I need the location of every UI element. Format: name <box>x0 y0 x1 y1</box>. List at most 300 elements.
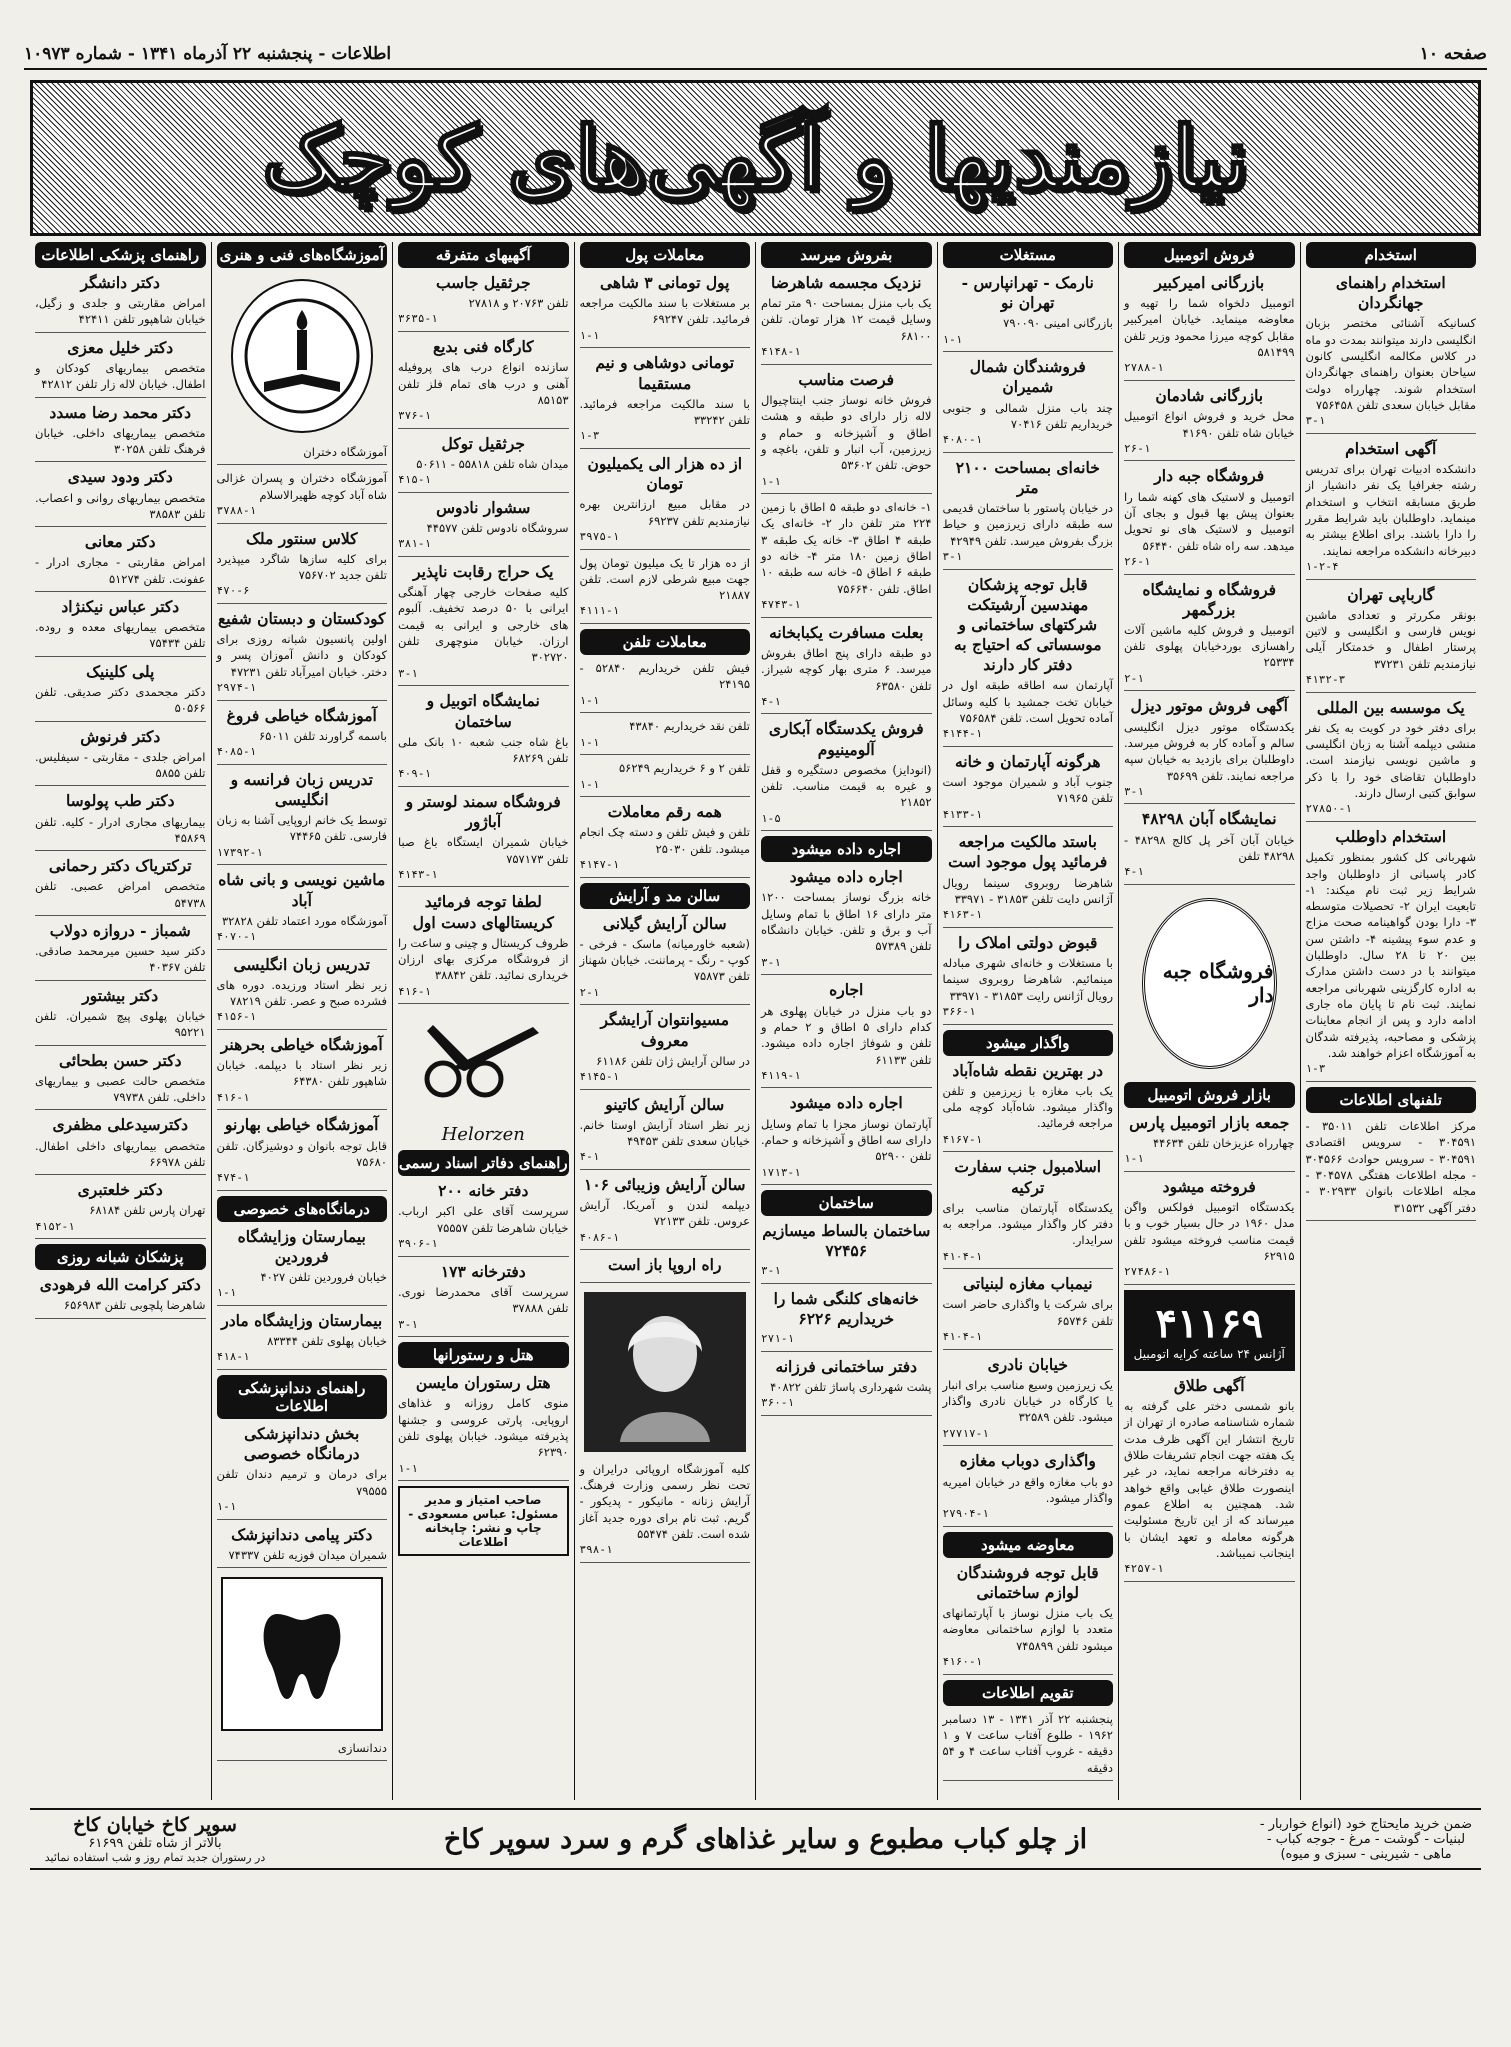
emblem-caption: آموزشگاه دختران <box>217 444 388 465</box>
ad-title: دفتر خانه ۲۰۰ <box>438 1181 529 1201</box>
ad-title: آگهی فروش موتور دیزل <box>1130 696 1288 716</box>
classified-ad <box>398 1262 569 1337</box>
ad-body: تلفن ۲۰۷۶۳ و ۲۷۸۱۸ <box>468 296 569 311</box>
classified-ad <box>943 1451 1114 1526</box>
ad-ref: ۲۷۱-۱ <box>761 1332 795 1346</box>
ad-body: (شعبه خاورمیانه) ماسک - فرخی - کوپ - رنگ - پرماننت. خیابان شهناز تلفن ۷۵۸۷۳ <box>579 936 750 984</box>
ad-title: فروشگاه جبه دار <box>1154 466 1265 486</box>
classified-ad <box>398 892 569 1004</box>
ad-column <box>937 242 1119 1800</box>
classified-ad <box>217 1525 388 1568</box>
classified-ad <box>580 660 751 713</box>
ad-title: نیمباب مغازه لبنیاتی <box>962 1274 1093 1294</box>
classified-ad <box>398 337 569 429</box>
ad-ref: ۲-۱ <box>1124 671 1144 685</box>
classified-ad <box>1124 809 1295 884</box>
section-header: تقویم اطلاعات <box>943 1680 1114 1706</box>
ad-ref: ۴۱۶۷-۱ <box>942 1132 983 1146</box>
ad-title: فروشندگان شمال شمیران <box>969 357 1086 397</box>
classified-ad <box>35 1051 206 1111</box>
ad-title: دکتر خلعتبری <box>77 1180 163 1200</box>
ad-title: آگهی استخدام <box>1345 438 1437 458</box>
classified-ad <box>761 273 932 365</box>
ad-ref: ۱-۱ <box>579 735 600 749</box>
ad-title: سالن آرایش گیلانی <box>602 913 727 933</box>
ad-ref: ۱-۱ <box>398 1461 418 1475</box>
ad-body: دکتر مجحمدی دکتر صدیقی. تلفن ۵۰۵۶۶ <box>35 684 206 716</box>
ad-ref: ۴۷۴-۱ <box>216 1171 250 1185</box>
ad-body: سرپرست آقای محمدرضا نوری. تلفن ۳۷۸۸۸ <box>398 1284 569 1316</box>
classified-ad <box>217 770 388 866</box>
ad-body: دو باب منزل در خیابان پهلوی هر کدام دارای ۵ اطاق و ۲ حمام و تلفن و شوفاژ اجاره داده میشود. تلفن ۶۱۱۳۳ <box>761 1003 932 1067</box>
footer-center: از چلو کباب مطبوع و سایر غذاهای گرم و سرد سوپر کاخ <box>443 1823 1088 1855</box>
issue-info: اطلاعات - پنجشنبه ۲۲ آذرماه ۱۳۴۱ - شماره ۱۰۹۷۳ <box>24 44 392 64</box>
classified-ad <box>761 719 932 831</box>
ad-title: کارگاه فنی بدیع <box>432 337 534 357</box>
ad-body: تهران پارس تلفن ۶۸۱۸۴ <box>89 1203 206 1218</box>
ad-title: کودکستان و دبستان شفیع <box>217 609 386 628</box>
classified-ad <box>217 955 388 1030</box>
ad-column <box>755 242 937 1800</box>
ad-body: (انودایز) مخصوص دستگیره و قفل و غیره به قیمت مناسب. تلفن ۲۱۸۵۲ <box>761 762 932 810</box>
ad-body: بانو شمسی دختر علی گرفته به شماره شناسنامه صادره از تهران از تاریخ انتشار این آگهی ظرف مدت یک هفته جهت انجام تشریفات طلاق به دفترخانه مراجعه نماید، در غیر اینصورت طلاق غیابی واقع خواهد شد. همچنین به اطلاع عموم میرساند که از این تاریخ مسئولیت هرگونه معامله و تعهد ایشان با اینجانب نمیباشد. <box>1124 1399 1295 1561</box>
ad-body: شاهرضا پلچوبی تلفن ۶۵۶۹۸۳ <box>63 1298 206 1313</box>
ad-ref: ۴۱۴۵-۱ <box>579 1069 620 1083</box>
ad-body: خیابان آبان آخر پل کالج ۴۸۲۹۸ - ۴۸۲۹۸ تلفن <box>1124 832 1295 863</box>
ad-ref: ۱-۲-۴ <box>1305 559 1339 573</box>
classified-ad <box>943 1061 1114 1153</box>
ad-ref: ۳۹۸-۱ <box>579 1543 613 1557</box>
classified-ad <box>580 1010 751 1089</box>
ad-body: متخصص بیماریهای معده و روده. تلفن ۷۵۴۳۴ <box>35 620 206 651</box>
ad-title: یک موسسه بین المللی <box>1316 697 1465 717</box>
ad-body: بازرگانی امینی ۷۹۰۰۹۰ <box>1003 316 1113 331</box>
ad-title: قابل توجه پزشکان مهندسین آرشیتکت شرکتهای ساختمانی و موسساتی که احتیاج به دفتر کار دارند <box>953 574 1102 675</box>
ad-ref: ۴۱۴۸-۱ <box>761 345 801 359</box>
ad-body: برای دفتر خود در کویت به یک نفر منشی دیپلمه آشنا به زبان انگلیسی و ماشین نویسی نیازمند است. داوطلبان تقاضای خود را با ذکر سوابق کتبی ارسال دارند. <box>1305 720 1476 801</box>
ad-ref: ۱۷۳۹۲-۱ <box>216 845 263 859</box>
ad-title: دکتر طب پولوسا <box>65 791 175 811</box>
ad-body: در سالن آرایش ژان تلفن ۶۱۱۸۶ <box>596 1053 750 1068</box>
section-header: مستغلات <box>943 242 1114 268</box>
classified-ad <box>35 532 206 592</box>
classified-ad <box>35 597 206 657</box>
ad-ref: ۱-۱ <box>1124 1152 1144 1166</box>
ad-body: آموزشگاه مورد اعتماد تلفن ۳۲۸۲۸ <box>221 913 387 928</box>
tooth-icon <box>257 1604 347 1704</box>
woman-portrait <box>584 1292 747 1452</box>
section-header: معاملات پول <box>580 242 751 268</box>
ad-ref: ۲۶-۱ <box>1124 554 1151 568</box>
ad-ref: ۱-۱ <box>216 1500 237 1514</box>
section-header: فروش اتومبیل <box>1124 242 1295 268</box>
ad-body: برای شرکت یا واگذاری حاضر است تلفن ۶۵۷۴۶ <box>942 1297 1113 1328</box>
info-text: مرکز اطلاعات تلفن ۳۵۰۱۱ - ۳۰۴۵۹۱ - سرویس اقتصادی ۳۰۴۵۹۱ - سرویس حوادث ۳۰۴۵۶۶ - مجله اطلاعات هفتگی ۳۰۴۵۷۸ - مجله اطلاعات بانوان ۳۰۲۹۳۳ - دفتر آگهی ۳۱۵۳۲ <box>1306 1118 1477 1221</box>
ad-body: بونقر مکررتر و تعدادی ماشین نویس فارسی و انگلیسی و لاتین پرستار اطفال و خدمتکار آیلی نیازمندیم تلفن ۳۷۲۳۱ <box>1305 607 1476 671</box>
classified-ad <box>943 933 1114 1025</box>
ad-ref: ۴۰۸۶-۱ <box>579 1230 620 1244</box>
ad-body: متخصص بیماریهای کودکان و اطفال. خیابان لاله زار تلفن ۴۲۸۱۲ <box>35 360 206 392</box>
classified-ad <box>761 1357 932 1416</box>
ad-body: آپارتمان نوساز مجزا با تمام وسایل دارای سه اطاق و آشپزخانه و حمام. تلفن ۵۲۹۰۰ <box>761 1116 932 1164</box>
classified-ad <box>580 1095 751 1170</box>
ad-title: دکتر فرنوش <box>80 726 161 746</box>
classified-ad <box>398 498 569 557</box>
ad-body: سرپرست آقای علی اکبر ارباب. خیابان شاهرضا تلفن ۷۵۵۵۷ <box>398 1204 569 1235</box>
ad-ref: ۴۰۸۰-۱ <box>942 433 983 447</box>
ad-title: جمعه بازار اتومبیل پارس <box>1129 1112 1290 1132</box>
footer-right-note: در رستوران جدید تمام روز و شب استفاده نمائید <box>44 1851 266 1864</box>
classified-ad <box>761 867 932 975</box>
classified-ad <box>35 986 206 1046</box>
classified-ad <box>217 1424 388 1520</box>
section-header: تلفنهای اطلاعات <box>1306 1087 1477 1113</box>
classified-ad <box>217 870 388 949</box>
ad-title: قابل توجه فروشندگان لوازم ساختمانی <box>956 1562 1099 1602</box>
footer-banner <box>30 1808 1481 1870</box>
candle-emblem <box>231 279 374 433</box>
ad-title: دکتر خلیل معزی <box>67 337 174 357</box>
ad-title: بیمارستان وزایشگاه فروردین <box>237 1226 366 1266</box>
ad-body: خانه بزرگ نوساز بمساحت ۱۲۰۰ متر دارای ۱۶ اطاق با تمام وسایل آب و برق و تلفن. خیابان دانشگاه تلفن ۵۷۳۸۹ <box>761 890 932 954</box>
ad-body: تلفن نقد خریداریم ۴۳۸۴۰ <box>629 719 750 734</box>
ad-title: ماشین نویسی و بانی شاه آباد <box>218 870 386 910</box>
footer-far-right: ضمن خرید مایحتاج خود (انواع خواربار - لبنیات - گوشت - مرغ - جوجه کباب - ماهی - شیرینی - سبزی و میوه) <box>1259 1816 1473 1862</box>
ad-body: زیر نظر استاد با دیپلمه. خیابان شاهپور تلفن ۶۴۳۸۰ <box>216 1058 387 1089</box>
ad-title: خانه‌ای بمساحت ۲۱۰۰ متر <box>955 457 1100 497</box>
ad-ref: ۴۱۶۳-۱ <box>942 908 983 922</box>
ad-title: اسلامبول جنب سفارت ترکیه <box>954 1157 1102 1197</box>
ad-body: خیابان شمیران ایستگاه باغ صبا تلفن ۷۵۷۱۷۳ <box>398 835 569 866</box>
classified-ad <box>1124 1113 1295 1172</box>
classified-ad <box>943 1563 1114 1675</box>
ad-ref: ۲۷۸۸-۱ <box>1124 361 1164 375</box>
ad-body: امراض مقاربتی و جلدی و زگیل، خیابان شاهپور تلفن ۴۲۴۱۱ <box>35 296 206 327</box>
ad-ref: ۴۱۰۴-۱ <box>942 1330 983 1344</box>
classified-ad <box>580 760 751 797</box>
classified-ad <box>398 273 569 332</box>
section-header: اجاره داده میشود <box>761 836 932 862</box>
ad-title: دکتر معانی <box>84 532 156 552</box>
publisher-notice: صاحب امتیاز و مدیر مسئول: عباس مسعودی - چاپ و نشر: چاپخانه اطلاعات <box>398 1486 569 1556</box>
ad-title: آموزشگاه خیاطی بحرهنر <box>220 1034 383 1054</box>
top-strip <box>24 40 1487 70</box>
ad-title: پلی کلینیک <box>86 661 155 681</box>
section-header: معاملات تلفن <box>580 629 751 655</box>
rental-promo <box>1124 1290 1295 1371</box>
ad-title: در بهترین نقطه شاه‌آباد <box>952 1060 1104 1080</box>
ad-title: ترکتریاک دکتر رحمانی <box>48 856 192 876</box>
ad-ref: ۴۷۴۳-۱ <box>761 598 801 612</box>
ad-body: متخصص بیماریهای روانی و اعصاب. تلفن ۳۸۵۸۳ <box>35 490 206 521</box>
classified-ad <box>580 1255 751 1282</box>
section-header: معاوضه میشود <box>943 1532 1114 1558</box>
ad-title: دکتر پیامی دندانپزشک <box>231 1524 373 1544</box>
tooth-logo <box>221 1577 384 1731</box>
ad-column <box>574 242 756 1800</box>
ad-body: دانشکده ادبیات تهران برای تدریس رشته جغرافیا یک نفر دانشیار از طریق مسابقه انتخاب و استخدام مینماید. داوطلبان باید شرایط مقرر را دارا باشند. برای اطلاع بیشتر به دبیرخانه دانشکده مراجعه نمایند. <box>1305 462 1476 558</box>
scissors-logo <box>398 1009 569 1119</box>
calendar-text: پنجشنبه ۲۲ آذر ۱۳۴۱ - ۱۳ دسامبر ۱۹۶۲ - طلوع آفتاب ساعت ۷ و ۱ دقیقه - غروب آفتاب ساعت ۴ و ۵۴ دقیقه <box>943 1711 1114 1781</box>
ad-body: متخصص بیماریهای داخلی اطفال. تلفن ۶۶۹۷۸ <box>35 1138 206 1169</box>
classified-ad <box>217 609 388 701</box>
section-header: ساختمان <box>761 1190 932 1216</box>
ad-title: گارباپی تهران <box>1347 584 1435 604</box>
ad-body: یک باب مغازه با زیرزمین و تلفن واگذار میشود. شاه‌آباد کوچه ملی مراجعه فرمائید. <box>942 1083 1113 1131</box>
ad-title: راه اروپا باز است <box>608 1255 722 1275</box>
ad-title: دکتر دانشگر <box>80 273 160 292</box>
classified-ad <box>580 273 751 348</box>
classified-ad <box>943 1157 1114 1269</box>
ad-ref: ۴۱۰۴-۱ <box>942 1249 983 1263</box>
classified-ad <box>35 1275 206 1318</box>
ad-body: شهربانی کل کشور بمنظور تکمیل کادر پاسبانی از داوطلبان واجد شرایط زیر ثبت نام میکند: ۱- تابعیت ایران ۲- تحصیلات متوسطه ۳- دارا بودن گواهینامه صحت مزاج و عدم سوء پیشینه ۴- داشتن سن بین ۲۰ تا ۲۸ سال. داوطلبان میتوانند با در دست داشتن مدارک به اداره کارگزینی شهربانی مراجعه نمایند. ثبت نام تا پایان ماه جاری ادامه دارد و پس از انجام معاینات پزشکی و مصاحبه، پذیرفته شدگان به آموزشگاه اعزام خواهند شد. <box>1305 850 1477 1061</box>
classified-ad <box>35 727 206 787</box>
ad-body: دو طبقه دارای پنج اطاق بفروش میرسد. ۶ متری بهار کوچه شیراز. تلفن ۶۳۵۸۰ <box>761 645 932 693</box>
ad-column <box>1300 242 1482 1800</box>
classified-ad <box>580 555 751 625</box>
ad-body: پشت شهرداری پاساژ تلفن ۴۰۸۲۲ <box>770 1380 932 1395</box>
ad-body: در مقابل مبیع ارزانترین بهره نیازمندیم تلفن ۶۹۲۳۷ <box>579 497 750 528</box>
ad-title: تومانی دوشاهی و نیم مستقیما <box>595 353 735 393</box>
ad-ref: ۳-۱ <box>761 955 781 969</box>
ad-body: متخصص حالت عصبی و بیماریهای داخلی. تلفن ۷۹۷۳۸ <box>35 1073 206 1105</box>
classified-ad <box>943 458 1114 570</box>
ad-ref: ۳۷۶-۱ <box>398 409 432 423</box>
classified-ad <box>1124 580 1295 692</box>
ad-body: زیر نظر استاد ورزیده. دوره های فشرده صبح و عصر. تلفن ۷۸۲۱۹ <box>216 977 387 1009</box>
ad-title: اجاره داده میشود <box>789 867 903 887</box>
ad-ref: ۴۲۵۷-۱ <box>1124 1562 1164 1576</box>
classified-ad <box>35 856 206 916</box>
section-header: استخدام <box>1306 242 1477 268</box>
scissors-icon <box>413 1019 553 1109</box>
ad-ref: ۴۱۴۷-۱ <box>579 858 620 872</box>
classified-ad <box>761 499 932 618</box>
classified-ad <box>398 1181 569 1256</box>
classified-ad <box>580 1461 751 1563</box>
ad-body: زیر نظر استاد آرایش اوستا خانم. خیابان سعدی تلفن ۴۹۴۵۳ <box>579 1117 750 1149</box>
ad-body: آپارتمان سه اطاقه طبقه اول در خیابان تخت جمشید با کلیه وسائل آماده تحویل است. تلفن ۷۵۶۵۸۴ <box>942 678 1113 725</box>
footer-right <box>1251 1817 1481 1862</box>
classified-ad <box>1124 1177 1295 1285</box>
ad-title: دکتر عباس نیکنژاد <box>61 596 180 616</box>
classified-ad <box>580 1175 751 1250</box>
classified-ad <box>943 1355 1114 1447</box>
ad-body: دکتر سید حسین میرمحمد صادقی. تلفن ۴۰۳۶۷ <box>35 944 206 975</box>
ad-title: واگذاری دوباب مغازه <box>959 1451 1096 1471</box>
ad-title: دکترسیدعلی مظفری <box>52 1115 189 1135</box>
ad-body: توسط یک خانم اروپایی آشنا به زبان فارسی. تلفن ۷۴۴۶۵ <box>216 813 387 844</box>
ad-ref: ۳۹۷۵-۱ <box>579 529 620 543</box>
ad-ref: ۱-۱ <box>216 1286 237 1300</box>
ad-ref: ۱-۵ <box>761 811 781 825</box>
ad-title: قبوض دولتی املاک را <box>958 932 1098 952</box>
ad-title: آموزشگاه خیاطی فروغ <box>226 705 377 725</box>
classified-ad <box>580 454 751 550</box>
ad-ref: ۱-۳ <box>1305 1062 1326 1076</box>
ad-ref: ۲-۱ <box>579 985 600 999</box>
masthead-title: نیازمندیها و آگهی‌های کوچک <box>262 107 1249 209</box>
ad-body: یک باب منزل بمساحت ۹۰ متر تمام وسایل قیمت ۱۲ هزار تومان. تلفن ۶۸۱۰۰ <box>761 296 932 343</box>
section-header: بفروش میرسد <box>761 242 932 268</box>
ad-body: محل خرید و فروش انواع اتومبیل خیابان شاه تلفن ۴۱۶۹۰ <box>1124 409 1295 440</box>
ad-body: برای کلیه سازها شاگرد میپذیرد تلفن جدید ۷۵۶۷۰۲ <box>216 551 387 583</box>
classified-ad <box>943 832 1114 928</box>
classified-ad <box>1306 698 1477 822</box>
ad-ref: ۴۱۳۳-۱ <box>942 807 983 821</box>
ad-title: دکتر حسن بطحائی <box>58 1050 182 1070</box>
footer-left-line1: سوپر کاخ خیابان کاخ <box>73 1814 237 1836</box>
ad-title: فروش یکدستگاه آبکاری آلومینیوم <box>768 719 924 759</box>
ad-body: با مستغلات و خانه‌ای شهری مبادله مینمائیم. شاهرضا روبروی سینما رویال آژانس رایت ۳۱۸۵۳ - ۳۳۹۷۱ <box>942 956 1113 1003</box>
ad-ref: ۴-۱ <box>761 694 781 708</box>
ad-ref: ۴۱۱۹-۱ <box>761 1068 801 1082</box>
classified-ad <box>35 1180 206 1239</box>
classified-ad <box>580 914 751 1006</box>
ad-body: با سند مالکیت مراجعه فرمائید. تلفن ۳۳۲۴۲ <box>579 396 750 428</box>
ad-title: آموزشگاه خیاطی بهارنو <box>224 1115 379 1135</box>
page-number: صفحه ۱۰ <box>1419 44 1487 64</box>
classified-ad <box>35 403 206 463</box>
classified-ad <box>761 980 932 1088</box>
ad-title: جرثقیل توکل <box>441 433 526 453</box>
ad-ref: ۴۱۴۳-۱ <box>398 867 438 881</box>
ad-body: بیماریهای مجاری ادرار - کلیه. تلفن ۴۵۸۶۹ <box>35 814 206 845</box>
classified-ad <box>398 792 569 888</box>
classified-ad <box>943 575 1114 747</box>
classified-ad <box>217 529 388 604</box>
ad-ref: ۴۰۹-۱ <box>398 767 432 781</box>
ad-title: باستد مالکیت مراجعه فرمائید پول موجود است <box>948 832 1108 872</box>
ad-body: دیپلمه لندن و آمریکا. آرایش عروس. تلفن ۷۲۱۳۳ <box>579 1198 750 1229</box>
ad-title: جرثقیل جاسب <box>435 273 531 292</box>
ad-body: اتومبیل و فروش کلیه ماشین آلات راهسازی بوردخیابان پهلوی تلفن ۲۵۳۳۴ <box>1124 622 1295 670</box>
ad-body: فروش خانه نوساز جنب اینتاچیوال لاله زار دارای دو طبقه و هشت اطاق و آشپزخانه و حمام و زیرزمین، آب انبار و تلفن، باغچه و حوض. تلفن ۵۳۶۰۲ <box>761 392 932 473</box>
ad-title: دکتر ودود سیدی <box>67 467 173 487</box>
ad-body: متخصص بیماریهای داخلی. خیابان فرهنگ تلفن ۳۰۲۵۸ <box>35 425 206 457</box>
ad-body: یکدستگاه آپارتمان مناسب برای دفتر کار واگذار میشود. مراجعه به سرایدار. <box>942 1200 1113 1248</box>
classified-ad <box>217 1035 388 1110</box>
ad-column <box>1118 242 1300 1800</box>
store-badge <box>1142 898 1277 1069</box>
classified-ad <box>1124 386 1295 461</box>
ad-ref: ۱-۳ <box>579 429 600 443</box>
classified-ad <box>35 662 206 722</box>
ad-ref: ۱-۱ <box>579 328 600 342</box>
ad-ref: ۳-۱ <box>1305 414 1326 428</box>
classified-ad <box>1306 439 1477 580</box>
ad-title: فروشگاه و نمایشگاه بزرگمهر <box>1142 579 1277 619</box>
ad-ref: ۲۶-۱ <box>1124 441 1151 455</box>
ad-title: از ده هزار الی یکمیلیون تومان <box>587 453 743 494</box>
ad-title: اجاره داده میشود <box>789 1093 903 1113</box>
ad-body: شاهرضا روبروی سینما رویال آژانس دایت تلفن ۳۱۸۵۳ - ۳۳۹۷۱ <box>942 875 1113 906</box>
ad-body: یکدستگاه اتومبیل فولکس واگن مدل ۱۹۶۰ در حال بسیار خوب و با قیمت مناسب فروخته میشود تلفن ۶۲۹۱۵ <box>1124 1200 1295 1264</box>
classified-ad <box>1306 827 1477 1082</box>
classified-ad <box>398 562 569 686</box>
ad-ref: ۴-۱ <box>579 1150 600 1164</box>
classified-ad <box>217 470 388 523</box>
ad-title: استخدام راهنمای جهانگردان <box>1335 273 1446 313</box>
ad-title: تدریس زبان فرانسه و انگلیسی <box>230 769 373 809</box>
classified-ad <box>217 1115 388 1190</box>
classified-ad <box>580 353 751 449</box>
ad-title: لطفا توجه فرمائید کریستالهای دست اول <box>412 892 554 932</box>
footer-left <box>30 1814 280 1864</box>
badge-label: فروشگاه جبه دار <box>1162 959 1274 1008</box>
section-header: واگذار میشود <box>943 1030 1114 1056</box>
ad-title: نارمک - تهرانپارس - تهران نو <box>961 273 1094 313</box>
ad-title: کلاس سنتور ملک <box>246 528 358 548</box>
ad-ref: ۲۷۷۱۷-۱ <box>942 1426 989 1440</box>
ad-body: در خیابان پاستور با ساختمان قدیمی سه طبقه دارای زیرزمین و حیاط بزرگ بفروش میرسد. تلفن ۴۲۹۴۹ <box>942 501 1113 548</box>
ad-title: فروشگاه سمند لوستر و آباژور <box>405 791 561 832</box>
ad-ref: ۱-۱ <box>942 332 963 346</box>
ad-body: بر مستغلات با سند مالکیت مراجعه فرمائید. تلفن ۶۹۲۴۷ <box>579 296 750 327</box>
ad-body: تلفن و فیش تلفن و دسته چک انجام میشود. تلفن ۲۵۰۳۰ <box>579 825 750 856</box>
ad-body: یک باب منزل نوساز با آپارتمانهای متعدد با لوازم ساختمانی معاوضه میشود تلفن ۷۴۵۸۹۹ <box>942 1606 1113 1653</box>
ad-body: شمیران میدان فوزیه تلفن ۷۴۳۳۷ <box>228 1547 387 1562</box>
ad-title: هتل رستوران مایسن <box>415 1373 551 1393</box>
ad-ref: ۳-۱ <box>942 550 963 564</box>
classified-ad <box>580 802 751 877</box>
classified-ad <box>35 338 206 398</box>
section-header: هتل و رستورانها <box>398 1342 569 1368</box>
classified-ad <box>943 273 1114 352</box>
ad-body: متخصص امراض عصبی. تلفن ۵۴۷۳۸ <box>35 879 206 910</box>
ad-body: منوی کامل روزانه و غذاهای اروپایی. پارتی عروسی و جشنها پذیرفته میشود. خیابان پهلوی تلفن ۶۲۳۹۰ <box>398 1396 569 1460</box>
ad-title: اجاره <box>829 980 864 1000</box>
ad-title: دکتر محمد رضا مسدد <box>49 402 192 422</box>
classified-ad <box>761 1221 932 1284</box>
ad-body: سروشگاه نادوس تلفن ۴۴۵۷۷ <box>426 521 569 536</box>
ad-title: نمایشگاه آبان ۴۸۲۹۸ <box>1141 809 1277 829</box>
ad-title: بازرگانی امیرکبیر <box>1154 273 1265 292</box>
ad-body: خیابان فروردین تلفن ۴۰۲۷ <box>260 1270 387 1285</box>
ad-title: فرصت مناسب <box>798 369 895 389</box>
classified-ad <box>580 718 751 755</box>
ad-body: تلفن ۲ و ۶ خریداریم ۵۶۲۴۹ <box>619 761 750 776</box>
classified-ad <box>1306 273 1477 434</box>
candle-book-icon <box>242 296 362 416</box>
ad-body: باسمه گراورند تلفن ۶۵۰۱۱ <box>259 728 387 743</box>
columns <box>30 242 1481 1800</box>
brand-wordmark: Helorzen <box>441 1124 525 1146</box>
section-header: راهنمای پزشکی اطلاعات <box>35 242 206 268</box>
ad-title: آگهی طلاق <box>1173 1376 1245 1396</box>
ad-ref: ۴۱۴۴-۱ <box>942 727 983 741</box>
classified-ad <box>1124 696 1295 804</box>
section-header: سالن مد و آرایش <box>580 883 751 909</box>
classified-ad <box>943 357 1114 453</box>
ad-ref: ۲۷۸۵۰-۱ <box>1305 802 1352 816</box>
ad-ref: ۱-۱ <box>579 693 600 707</box>
ad-title: دکتر بیشتور <box>82 985 159 1005</box>
ad-ref: ۴۱۵-۱ <box>398 473 432 487</box>
ad-ref: ۳-۱ <box>1124 784 1144 798</box>
ad-ref: ۱-۱ <box>579 777 600 791</box>
ad-title: پول تومانی ۳ شاهی <box>600 273 730 292</box>
ad-body: سازنده انواع درب های پروفیله آهنی و درب های تمام فلز تلفن ۸۵۱۵۳ <box>398 360 569 407</box>
ad-title: دکتر کرامت الله فرهودی <box>39 1275 201 1295</box>
ad-body: قابل توجه بانوان و دوشیزگان. تلفن ۷۵۶۸۰ <box>216 1138 387 1169</box>
classified-ad <box>35 791 206 851</box>
ad-title: بیمارستان وزایشگاه مادر <box>221 1311 383 1331</box>
promo-number: ۴۱۱۶۹ <box>1155 1300 1263 1348</box>
ad-title: نزدیک مجسمه شاهرضا <box>771 273 922 292</box>
classified-ad <box>217 1311 388 1370</box>
